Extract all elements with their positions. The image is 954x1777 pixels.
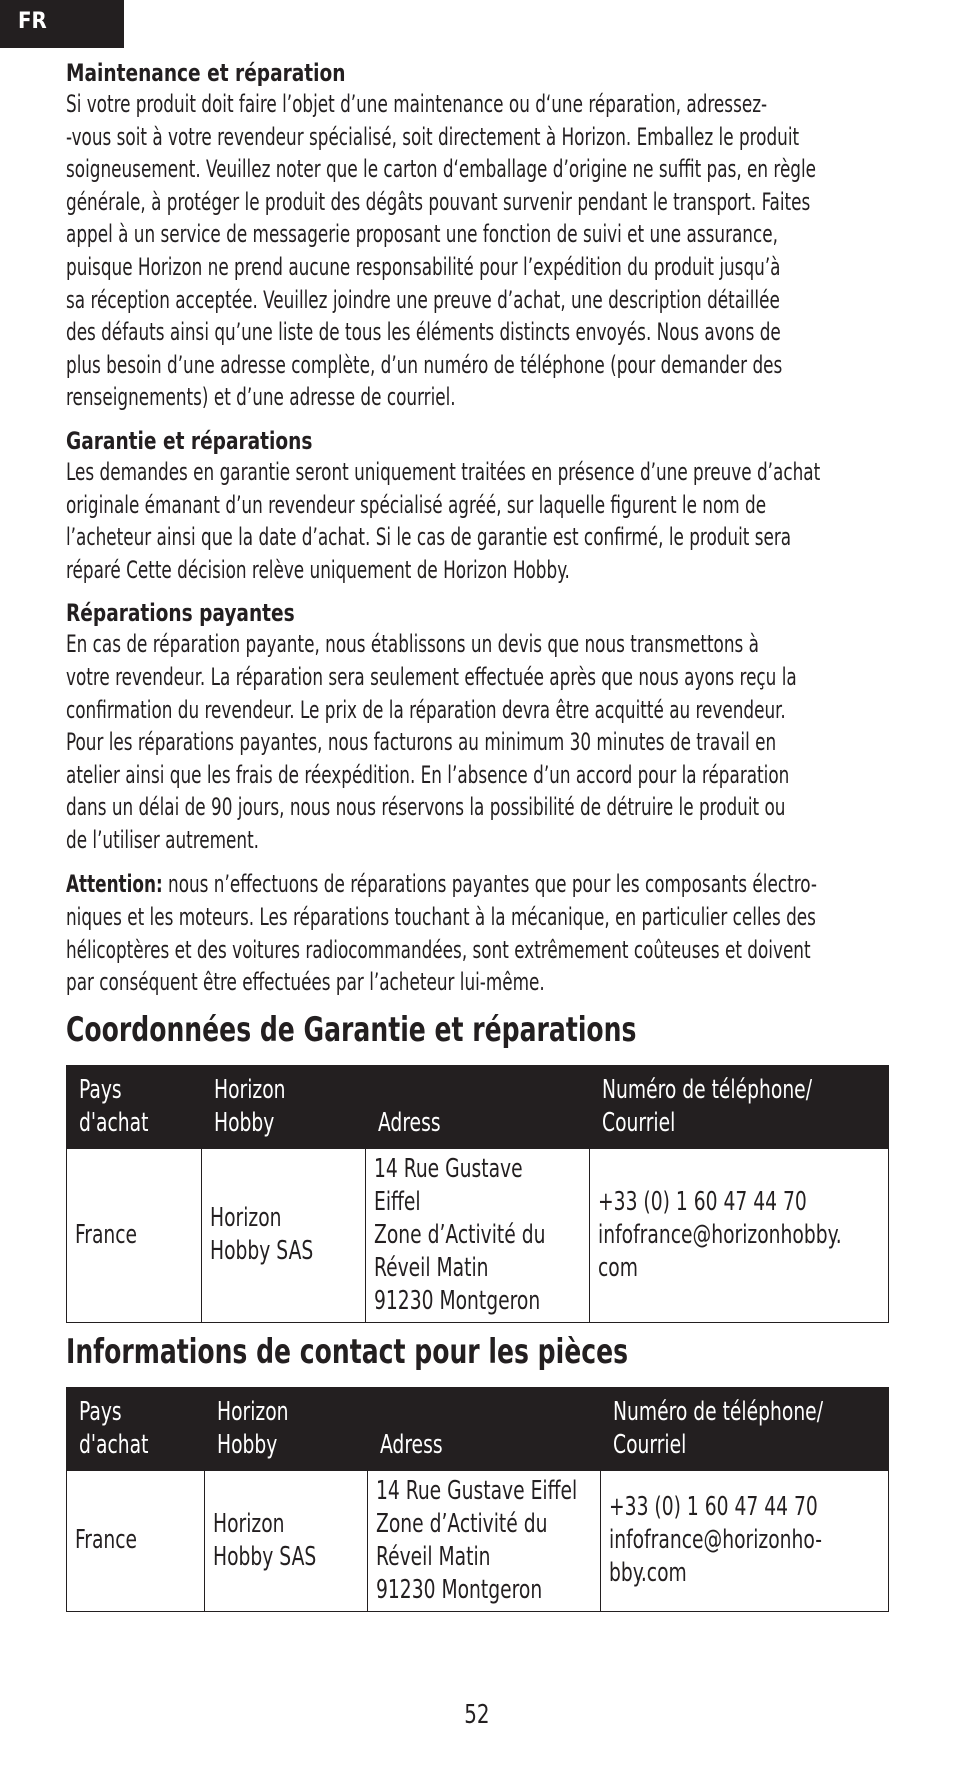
text-line: de l’utiliser autrement. bbox=[66, 825, 260, 854]
header-company: Horizon Hobby bbox=[202, 1065, 366, 1148]
header-address: Adress bbox=[366, 1065, 590, 1148]
text-line: -vous soit à votre revendeur spécialisé, soit directement à Horizon. Emballez le produit bbox=[66, 122, 800, 151]
page-content bbox=[66, 58, 888, 1612]
cell-country: France bbox=[67, 1148, 202, 1322]
cell-company: Horizon Hobby SAS bbox=[205, 1470, 368, 1611]
cell-address: 14 Rue Gustave Eiffel Zone d’Activité du Réveil Matin 91230 Montgeron bbox=[366, 1148, 590, 1322]
header-contact: Numéro de téléphone/ Courriel bbox=[601, 1387, 889, 1470]
text-line: originale émanant d’un revendeur spécialisé agréé, sur laquelle figurent le nom de bbox=[66, 490, 767, 519]
text-line: Pour les réparations payantes, nous facturons au minimum 30 minutes de travail en bbox=[66, 728, 777, 757]
text-line: dans un délai de 90 jours, nous nous réservons la possibilité de détruire le produit ou bbox=[66, 793, 786, 822]
text-line: confirmation du revendeur. Le prix de la réparation devra être acquitté au revendeur. bbox=[66, 695, 786, 724]
maintenance-heading: Maintenance et réparation bbox=[66, 59, 346, 87]
paid-repairs-heading: Réparations payantes bbox=[66, 599, 295, 628]
text-line: puisque Horizon ne prend aucune responsabilité pour l’expédition du produit jusqu’à bbox=[66, 252, 781, 281]
text-line: votre revendeur. La réparation sera seulement effectuée après que nous ayons reçu la bbox=[66, 662, 797, 691]
paid-repairs-paragraph bbox=[66, 628, 888, 856]
header-contact: Numéro de téléphone/ Courriel bbox=[590, 1065, 889, 1148]
warranty-paragraph bbox=[66, 456, 888, 586]
text-line: soigneusement. Veuillez noter que le carton d‘emballage d’origine ne suffit pas, en règle bbox=[66, 155, 817, 184]
warranty-contacts-title: Coordonnées de Garantie et réparations bbox=[66, 1009, 637, 1050]
text-line: En cas de réparation payante, nous établissons un devis que nous transmettons à bbox=[66, 630, 759, 659]
cell-address: 14 Rue Gustave Eiffel Zone d’Activité du Réveil Matin 91230 Montgeron bbox=[368, 1470, 601, 1611]
parts-contacts-table bbox=[66, 1387, 889, 1612]
table-row bbox=[67, 1148, 889, 1322]
cell-country: France bbox=[67, 1470, 205, 1611]
header-country: Pays d'achat bbox=[67, 1387, 205, 1470]
text-line: sa réception acceptée. Veuillez joindre une preuve d’achat, une description détaillée bbox=[66, 285, 780, 314]
table-header-row bbox=[67, 1065, 889, 1148]
header-address: Adress bbox=[368, 1387, 601, 1470]
text-line: réparé Cette décision relève uniquement de Horizon Hobby. bbox=[66, 555, 570, 584]
text-line: atelier ainsi que les frais de réexpédition. En l’absence d’un accord pour la réparation bbox=[66, 760, 790, 789]
warranty-contacts-table bbox=[66, 1065, 889, 1323]
text-line: niques et les moteurs. Les réparations touchant à la mécanique, en particulier celles des bbox=[66, 903, 816, 932]
text-line: plus besoin d’une adresse complète, d’un numéro de téléphone (pour demander des bbox=[66, 350, 783, 379]
parts-contacts-title: Informations de contact pour les pièces bbox=[66, 1331, 629, 1372]
cell-company: Horizon Hobby SAS bbox=[202, 1148, 366, 1322]
text-line: hélicoptères et des voitures radiocommandées, sont extrêmement coûteuses et doivent bbox=[66, 935, 811, 964]
header-company: Horizon Hobby bbox=[205, 1387, 368, 1470]
text-line: Les demandes en garantie seront uniquement traitées en présence d’une preuve d’achat bbox=[66, 457, 821, 486]
attention-text: nous n’effectuons de réparations payantes que pour les composants électro- bbox=[162, 870, 817, 899]
maintenance-paragraph bbox=[66, 88, 888, 414]
cell-contact: +33 (0) 1 60 47 44 70 infofrance@horizonho- bby.com bbox=[601, 1470, 889, 1611]
header-country: Pays d'achat bbox=[67, 1065, 202, 1148]
text-line: renseignements) et d’une adresse de courriel. bbox=[66, 383, 456, 412]
warranty-heading: Garantie et réparations bbox=[66, 426, 313, 455]
text-line bbox=[66, 868, 817, 901]
cell-contact: +33 (0) 1 60 47 44 70 infofrance@horizonhobby. com bbox=[590, 1148, 889, 1322]
text-line: des défauts ainsi qu’une liste de tous les éléments distincts envoyés. Nous avons de bbox=[66, 318, 781, 347]
language-tab: FR bbox=[0, 0, 124, 48]
text-line: par conséquent être effectuées par l’acheteur lui-même. bbox=[66, 968, 545, 997]
table-row bbox=[67, 1470, 889, 1611]
table-header-row bbox=[67, 1387, 889, 1470]
text-line: appel à un service de messagerie proposant une fonction de suivi et une assurance, bbox=[66, 220, 778, 249]
text-line: générale, à protéger le produit des dégâts pouvant survenir pendant le transport. Faites bbox=[66, 187, 811, 216]
text-line: l’acheteur ainsi que la date d’achat. Si le cas de garantie est confirmé, le produit sera bbox=[66, 523, 792, 552]
attention-label: Attention: bbox=[66, 870, 163, 899]
text-line: Si votre produit doit faire l’objet d’une maintenance ou d‘une réparation, adressez- bbox=[66, 90, 768, 118]
page-number: 52 bbox=[464, 1700, 490, 1730]
attention-paragraph bbox=[66, 868, 888, 998]
